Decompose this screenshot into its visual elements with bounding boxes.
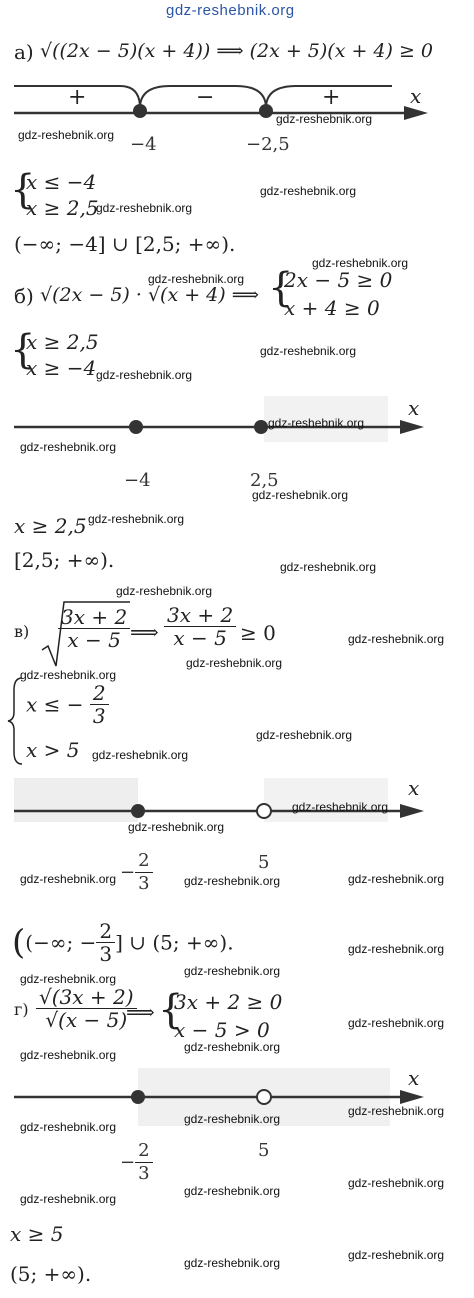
watermark: gdz-reshebnik.org: [348, 1176, 445, 1190]
part-g-num: √(3x + 2): [36, 986, 137, 1009]
system-a-line-1: x ≤ −4: [26, 170, 97, 194]
part-v-answer: ((−∞; − $\frac{2}{3}$ ] ∪ (5; +∞).: [12, 919, 234, 966]
watermark: gdz-reshebnik.org: [148, 272, 245, 286]
watermark: gdz-reshebnik.org: [92, 748, 189, 762]
axis-var-a: x: [410, 84, 422, 108]
watermark: gdz-reshebnik.org: [260, 344, 357, 358]
watermark: gdz-reshebnik.org: [348, 1248, 445, 1262]
watermark: gdz-reshebnik.org: [292, 800, 389, 814]
watermark: gdz-reshebnik.org: [128, 820, 225, 834]
part-g-label: г): [14, 1000, 29, 1019]
system-brace: {: [268, 265, 294, 311]
watermark: gdz-reshebnik.org: [260, 184, 357, 198]
point-label-minus-4: −4: [130, 134, 157, 155]
sign-plus-left: +: [68, 85, 87, 110]
watermark: gdz-reshebnik.org: [184, 874, 281, 888]
system-b-line-2: x ≥ −4: [26, 356, 97, 380]
watermark: gdz-reshebnik.org: [252, 488, 349, 502]
axis-var-b: x: [408, 396, 420, 420]
watermark: gdz-reshebnik.org: [20, 1192, 117, 1206]
part-g-result: x ≥ 5: [10, 1222, 64, 1246]
axis-arrow: [404, 106, 428, 120]
watermark: gdz-reshebnik.org: [20, 668, 117, 682]
point-label-2-5: 2,5: [250, 470, 279, 491]
part-v-num: 3x + 2: [58, 606, 130, 629]
point-5-open: [257, 1090, 271, 1104]
implies-arrow: ⟹: [130, 620, 159, 644]
sign-plus-right: +: [322, 85, 341, 110]
point-label-5: 5: [258, 1140, 270, 1161]
watermark: gdz-reshebnik.org: [348, 1016, 445, 1030]
point-minus-4: [129, 420, 143, 434]
point-5-open: [257, 804, 271, 818]
axis-arrow: [400, 1090, 424, 1104]
part-v-num-2: 3x + 2: [164, 604, 236, 627]
axis-var-v: x: [408, 776, 420, 800]
part-a-equation: √((2x − 5)(x + 4)) ⟹ (2x + 5)(x + 4) ≥ 0: [40, 40, 434, 62]
part-g-system-top-2: x − 5 > 0: [174, 1018, 270, 1042]
part-v-rel: ≥ 0: [240, 621, 276, 645]
axis-arrow: [400, 804, 424, 818]
point-label-minus-2-5: −2,5: [246, 134, 290, 155]
watermark: gdz-reshebnik.org: [256, 728, 353, 742]
system-v-line-1: x ≤ − $\frac{2}{3}$: [26, 682, 109, 727]
system-b-line-1: x ≥ 2,5: [26, 330, 99, 354]
point-2-5: [254, 420, 268, 434]
point-minus-two-thirds: [131, 1090, 145, 1104]
point-label-minus-two-thirds: − $\frac{2}{3}$: [120, 850, 153, 895]
watermark: gdz-reshebnik.org: [348, 942, 445, 956]
part-a-answer: (−∞; −4] ∪ [2,5; +∞).: [14, 232, 236, 256]
watermark: gdz-reshebnik.org: [268, 416, 365, 430]
part-a-label: а): [14, 40, 34, 64]
system-a-line-2: x ≥ 2,5: [26, 196, 99, 220]
watermark: gdz-reshebnik.org: [348, 1104, 445, 1118]
point-minus-two-thirds: [131, 804, 145, 818]
watermark: gdz-reshebnik.org: [20, 872, 117, 886]
part-b-equation: √(2x − 5) · √(x + 4) ⟹: [40, 284, 259, 306]
watermark: gdz-reshebnik.org: [20, 972, 117, 986]
watermark: gdz-reshebnik.org: [18, 128, 115, 142]
sign-minus-middle: −: [196, 85, 215, 110]
watermark: gdz-reshebnik.org: [280, 560, 377, 574]
watermark: gdz-reshebnik.org: [186, 656, 283, 670]
point-minus-2-5: [259, 104, 273, 118]
watermark: gdz-reshebnik.org: [20, 1048, 117, 1062]
part-g-fraction: [36, 986, 137, 1031]
point-label-minus-two-thirds: − $\frac{2}{3}$: [120, 1140, 153, 1185]
site-header: gdz-reshebnik.org: [166, 2, 295, 19]
watermark: gdz-reshebnik.org: [312, 256, 409, 270]
watermark: gdz-reshebnik.org: [20, 1120, 117, 1134]
axis-var-g: x: [408, 1066, 420, 1090]
axis-arrow: [400, 420, 424, 434]
part-v-den: x − 5: [67, 628, 121, 652]
part-v-fraction: [164, 604, 236, 649]
watermark: gdz-reshebnik.org: [20, 440, 117, 454]
point-minus-4: [133, 104, 147, 118]
part-b-result: x ≥ 2,5: [14, 514, 87, 538]
part-b-system-top-2: x + 4 ≥ 0: [284, 296, 380, 320]
part-b-label: б): [14, 284, 34, 308]
watermark: gdz-reshebnik.org: [88, 512, 185, 526]
system-brace: {: [158, 987, 184, 1033]
watermark: gdz-reshebnik.org: [348, 872, 445, 886]
watermark: gdz-reshebnik.org: [96, 201, 193, 215]
watermark: gdz-reshebnik.org: [184, 1040, 281, 1054]
watermark: gdz-reshebnik.org: [184, 964, 281, 978]
system-brace: {: [10, 167, 36, 213]
watermark: gdz-reshebnik.org: [116, 584, 213, 598]
system-brace: {: [10, 327, 36, 373]
number-line-v: [0, 782, 474, 842]
watermark: gdz-reshebnik.org: [96, 368, 193, 382]
watermark: gdz-reshebnik.org: [276, 112, 373, 126]
shade-region-left: [14, 778, 138, 822]
part-b-answer: [2,5; +∞).: [14, 548, 115, 572]
point-label-5: 5: [258, 852, 270, 873]
part-g-answer: (5; +∞).: [10, 1262, 92, 1286]
watermark: gdz-reshebnik.org: [184, 1256, 281, 1270]
part-g-den: √(x − 5): [45, 1008, 128, 1032]
point-label-minus-4: −4: [124, 470, 151, 491]
part-g-system-top-1: 3x + 2 ≥ 0: [174, 990, 283, 1014]
part-v-den-2: x − 5: [173, 626, 227, 650]
part-v-label: в): [14, 622, 30, 641]
part-b-system-top-1: 2x − 5 ≥ 0: [284, 268, 393, 292]
watermark: gdz-reshebnik.org: [184, 1112, 281, 1126]
implies-arrow: ⟹: [126, 1000, 155, 1024]
system-v-line-2: x > 5: [26, 738, 80, 762]
watermark: gdz-reshebnik.org: [348, 632, 445, 646]
watermark: gdz-reshebnik.org: [184, 1184, 281, 1198]
